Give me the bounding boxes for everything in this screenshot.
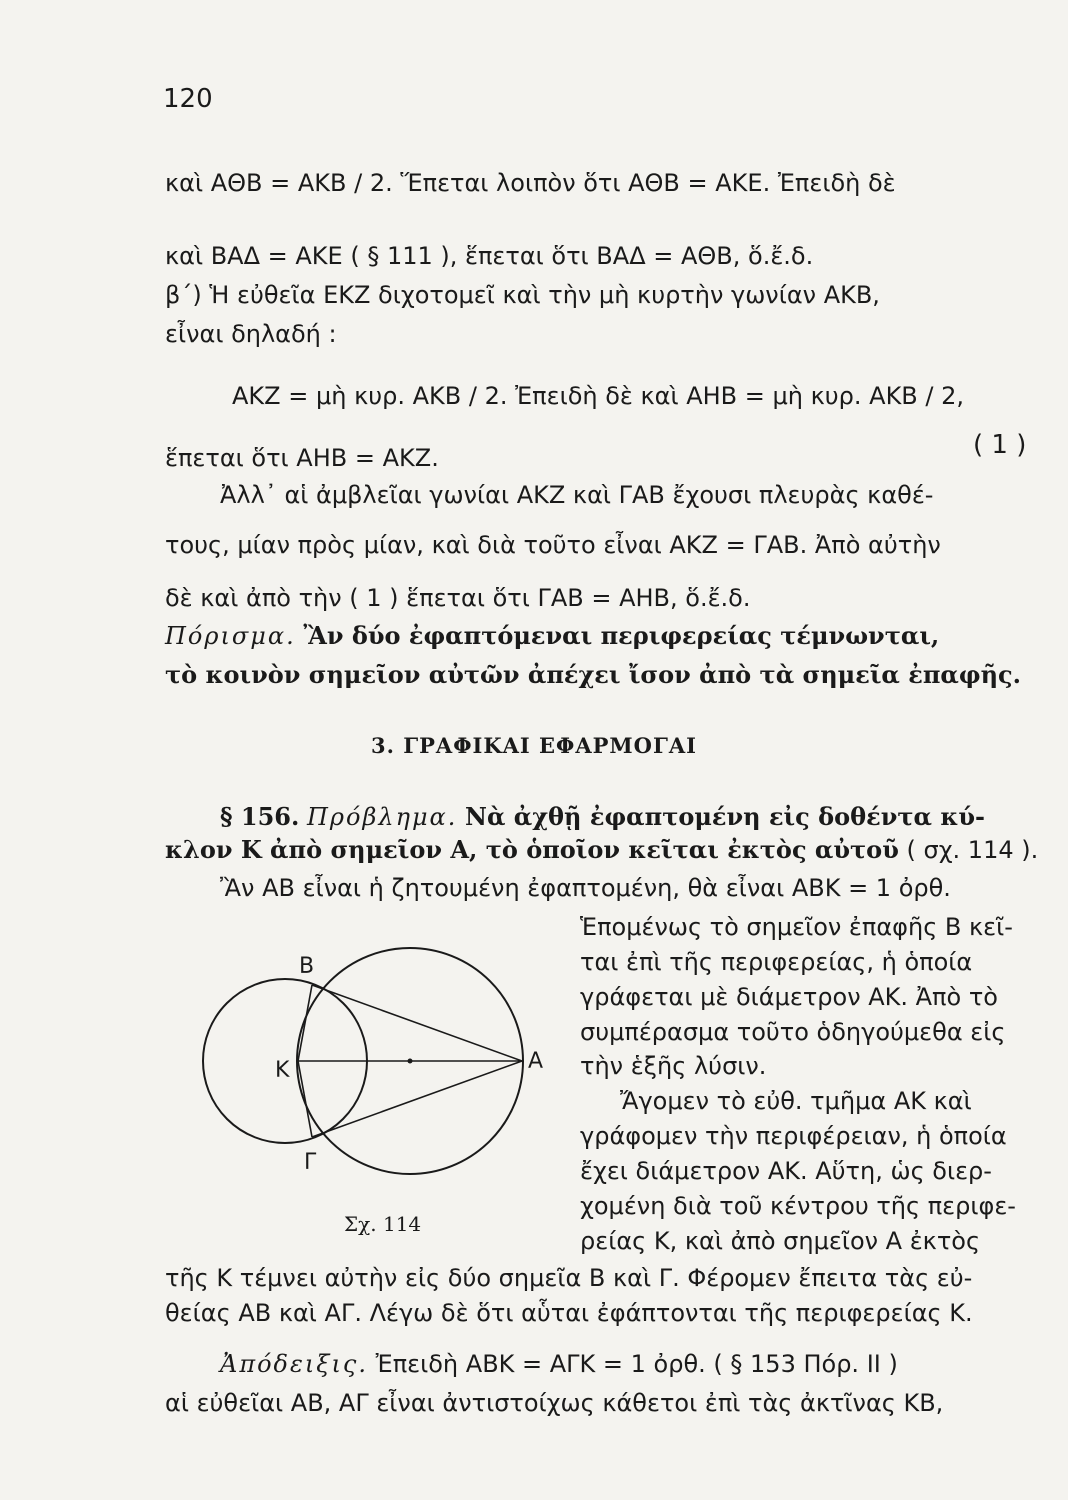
problem-text-2: κλον Κ ἀπὸ σημεῖον Α, τὸ ὁποῖον κεῖται ἐκτὸς αὐτοῦ	[165, 835, 899, 864]
problem-line-1	[165, 803, 1068, 832]
label-a: Α	[528, 1049, 544, 1074]
equation-number: ( 1 )	[973, 430, 1027, 460]
figure-114	[195, 935, 565, 1214]
tangent-ab	[312, 985, 522, 1061]
center-dot	[408, 1059, 413, 1064]
label-b: Β	[299, 954, 315, 979]
figure-caption: Σχ. 114	[344, 1212, 422, 1236]
problem-reference: ( σχ. 114 ).	[906, 836, 1039, 864]
proof-line-2: αἱ εὐθεῖαι ΑΒ, ΑΓ εἶναι ἀντιστοίχως κάθετοι ἐπὶ τὰς ἀκτῖνας ΚΒ,	[165, 1389, 944, 1417]
full-line-2: θείας ΑΒ καὶ ΑΓ. Λέγω δὲ ὅτι αὗται ἐφάπτονται τῆς περιφερείας Κ.	[165, 1299, 973, 1327]
porisma-text-2: τὸ κοινὸν σημεῖον αὐτῶν ἀπέχει ἴσον ἀπὸ τὰ σημεῖα ἐπαφῆς.	[165, 660, 1022, 689]
problem-text-1: Νὰ ἀχθῇ ἐφαπτομένη εἰς δοθέντα κύ-	[465, 802, 985, 831]
section-heading: 3. ΓΡΑΦΙΚΑΙ ΕΦΑΡΜΟΓΑΙ	[371, 733, 697, 758]
proof-label: Ἀπόδειξις.	[220, 1350, 368, 1378]
right-col-line-4: συμπέρασμα τοῦτο ὁδηγούμεθα εἰς	[580, 1018, 1006, 1046]
right-col-line-10: ρείας Κ, καὶ ἀπὸ σημεῖον Α ἐκτὸς	[580, 1227, 981, 1255]
full-line-1: τῆς Κ τέμνει αὐτὴν εἰς δύο σημεῖα Β καὶ Γ. Φέρομεν ἔπειτα τὰς εὐ-	[165, 1264, 973, 1292]
right-col-line-2: ται ἐπὶ τῆς περιφερείας, ἡ ὁποία	[580, 948, 973, 976]
proof-text-1: Ἐπειδὴ ΑΒΚ = ΑΓΚ = 1 ὀρθ. ( § 153 Πόρ. ΙΙ )	[375, 1350, 898, 1378]
text-line-9: δὲ καὶ ἀπὸ τὴν ( 1 ) ἕπεται ὅτι ΓΑΒ = ΑΗΒ, ὅ.ἔ.δ.	[165, 584, 751, 612]
text-line-3: β΄) Ἡ εὐθεῖα ΕΚΖ διχοτομεῖ καὶ τὴν μὴ κυρτὴν γωνίαν ΑΚΒ,	[165, 281, 880, 309]
text-line-6: ἕπεται ὅτι ΑΗΒ = ΑΚΖ.	[165, 444, 439, 472]
figure-114-drawing	[195, 935, 565, 1210]
porisma-line-1	[165, 622, 1045, 651]
radius-kb	[298, 985, 312, 1061]
porisma-label: Πόρισμα.	[165, 622, 296, 650]
tangent-ag	[312, 1061, 522, 1137]
right-col-line-3: γράφεται μὲ διάμετρον ΑΚ. Ἀπὸ τὸ	[580, 983, 998, 1011]
porisma-line-2	[165, 661, 1045, 690]
right-col-line-9: χομένη διὰ τοῦ κέντρου τῆς περιφε-	[580, 1192, 1016, 1220]
text-line-4: εἶναι δηλαδή :	[165, 320, 337, 348]
proof-line-1	[165, 1351, 1068, 1379]
text-line-2: καὶ ΒΑΔ = ΑΚΕ ( § 111 ), ἕπεται ὅτι ΒΑΔ = ΑΘΒ, ὅ.ἔ.δ.	[165, 242, 814, 270]
right-col-line-8: ἔχει διάμετρον ΑΚ. Αὕτη, ὡς διερ-	[580, 1157, 992, 1185]
problem-line-2	[165, 836, 1045, 865]
label-g: Γ	[304, 1150, 317, 1175]
porisma-text-1: Ἂν δύο ἐφαπτόμεναι περιφερείας τέμνωνται,	[303, 621, 940, 650]
right-col-line-6: Ἄγομεν τὸ εὐθ. τμῆμα ΑΚ καὶ	[620, 1087, 972, 1115]
problem-label: Πρόβλημα.	[307, 803, 458, 831]
page-number: 120	[163, 84, 213, 114]
text-line-7: Ἀλλ᾽ αἱ ἀμβλεῖαι γωνίαι ΑΚΖ καὶ ΓΑΒ ἔχουσι πλευρὰς καθέ-	[220, 481, 934, 509]
label-k: Κ	[275, 1058, 290, 1083]
radius-kg	[298, 1061, 312, 1137]
text-line-8: τους, μίαν πρὸς μίαν, καὶ διὰ τοῦτο εἶναι ΑΚΖ = ΓΑΒ. Ἀπὸ αὐτὴν	[165, 531, 941, 559]
right-col-line-5: τὴν ἑξῆς λύσιν.	[580, 1052, 767, 1080]
right-col-line-7: γράφομεν τὴν περιφέρειαν, ἡ ὁποία	[580, 1122, 1007, 1150]
formula-line: ΑΚΖ = μὴ κυρ. ΑΚΒ / 2. Ἐπειδὴ δὲ καὶ ΑΗΒ = μὴ κυρ. ΑΚΒ / 2,	[232, 382, 965, 410]
problem-number: § 156.	[220, 802, 300, 831]
right-col-line-1: Ἑπομένως τὸ σημεῖον ἐπαφῆς Β κεῖ-	[580, 913, 1013, 941]
analysis-line: Ἂν ΑΒ εἶναι ἡ ζητουμένη ἐφαπτομένη, θὰ εἶναι ΑΒΚ = 1 ὀρθ.	[220, 874, 951, 902]
text-line-1: καὶ ΑΘΒ = ΑΚΒ / 2. Ἕπεται λοιπὸν ὅτι ΑΘΒ = ΑΚΕ. Ἐπειδὴ δὲ	[165, 169, 896, 197]
